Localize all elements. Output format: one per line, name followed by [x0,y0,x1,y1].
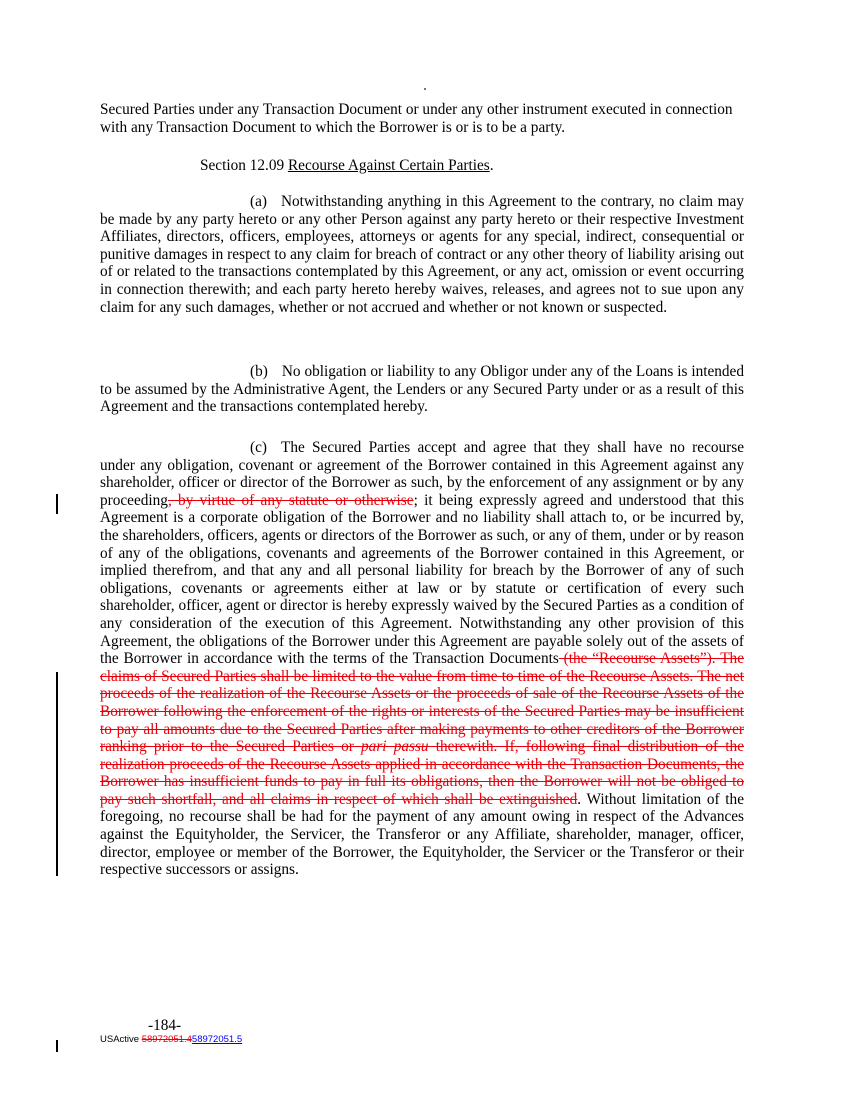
paragraph-b [100,363,744,416]
paragraph-c-text-3: . Without limitation of the foregoing, no recourse shall be had for the payment of any amount owing in respect of the Advances against the Equityholder, the Servicer, the Transferor or any Affiliate, shareholder, manager, officer, director, employee or member of the Borrower, the Equityholder, the Servicer or the Transferor or their respective successors or assigns. [100,790,744,879]
document-id-new: 58972051.5 [191,1034,243,1045]
paragraph-a-label: (a) [250,193,267,210]
section-number: Section 12.09 [200,157,288,174]
section-heading [100,157,744,175]
opening-paragraph [100,101,744,136]
change-bar-1 [56,494,58,514]
paragraph-c-deletion-1: , by virtue of any statute or otherwise [167,491,414,509]
page-number: -184- [148,1017,182,1034]
paragraph-c [100,439,744,879]
document-id-prefix: USActive [100,1034,142,1045]
paragraph-c-deletion-2: (the “Recourse Assets”). The claims of Secured Parties shall be limited to the value from time to time of the Recourse Assets. The net proceeds of the realization of the Recourse Assets or the proceeds of sale of the Recourse Assets of the Borrower following the enforcement of the rights or interests of the Secured Parties may be insufficient to pay all amounts due to the Secured Parties after making payments to other creditors of the Borrower ranking prior to the Secured Parties or [100,650,744,756]
document-id [100,1034,242,1045]
section-title: Recourse Against Certain Parties [287,157,490,174]
paragraph-c-text-1: The Secured Parties accept and agree that they shall have no recourse under any obligation, covenant or agreement of the Borrower contained in this Agreement against any shareholder, officer or director of the Borrower as such, by the enforcement of any assignment or by any proceeding [100,439,744,509]
paragraph-a-text: Notwithstanding anything in this Agreement to the contrary, no claim may be made by any party hereto or any other Person against any party hereto or their respective Investment Affiliates, directors, officers, employees, attorneys or agents for any special, indirect, consequential or punitive damages in respect to any claim for breach of contract or any other theory of liability arising out of or related to the transactions contemplated by this Agreement, or any act, omission or event occurring in connection therewith; and each party hereto hereby waives, releases, and agrees not to sue upon any claim for any such damages, whether or not accrued and whether or not known or suspected. [100,193,744,316]
section-title-period: . [489,157,494,174]
paragraph-b-label: (b) [250,363,268,380]
paragraph-b-text: No obligation or liability to any Obligor under any of the Loans is intended to be assumed by the Administrative Agent, the Lenders or any Secured Party under or as a result of this Agreement and the transactions contemplated hereby. [100,363,744,416]
change-bar-2 [56,672,58,876]
paragraph-a [100,193,744,316]
scan-artifact-dot [424,88,426,90]
document-id-old: 58972051.4 [141,1034,192,1045]
opening-text: Secured Parties under any Transaction Document or under any other instrument executed in connection with any Transaction Document to which the Borrower is or is to be a party. [100,101,733,136]
change-bar-footer [56,1040,58,1052]
paragraph-c-label: (c) [250,439,267,456]
paragraph-c-deletion-italic: pari passu [361,738,429,756]
paragraph-c-text-2: ; it being expressly agreed and understood that this Agreement is a corporate obligation of the Borrower and no liability shall attach to, or be incurred by, the shareholders, officers, agents or directors of the Borrower as such, or any of them, under or by reason of any of the obligations, covenants and agreements of the Borrower contained in this Agreement, or implied therefrom, and that any and all personal liability for breach by the Borrower of any of such obligations, covenants or agreements either at law or by statute or certification of every such shareholder, officer, agent or director is hereby expressly waived by the Secured Parties as a condition of any consideration of the execution of this Agreement. Notwithstanding any other provision of this Agreement, the obligations of the Borrower under this Agreement are payable solely out of the assets of the Borrower in accordance with the terms of the Transaction Documents [100,491,745,668]
paragraph-c-deletion-3: therewith. If, following final distribution of the realization proceeds of the Recourse Assets applied in accordance with the Transaction Documents, the Borrower has insufficient funds to pay in full its obligations, then the Borrower will not be obliged to pay such shortfall, and all claims in respect of which shall be extinguished [100,738,744,808]
